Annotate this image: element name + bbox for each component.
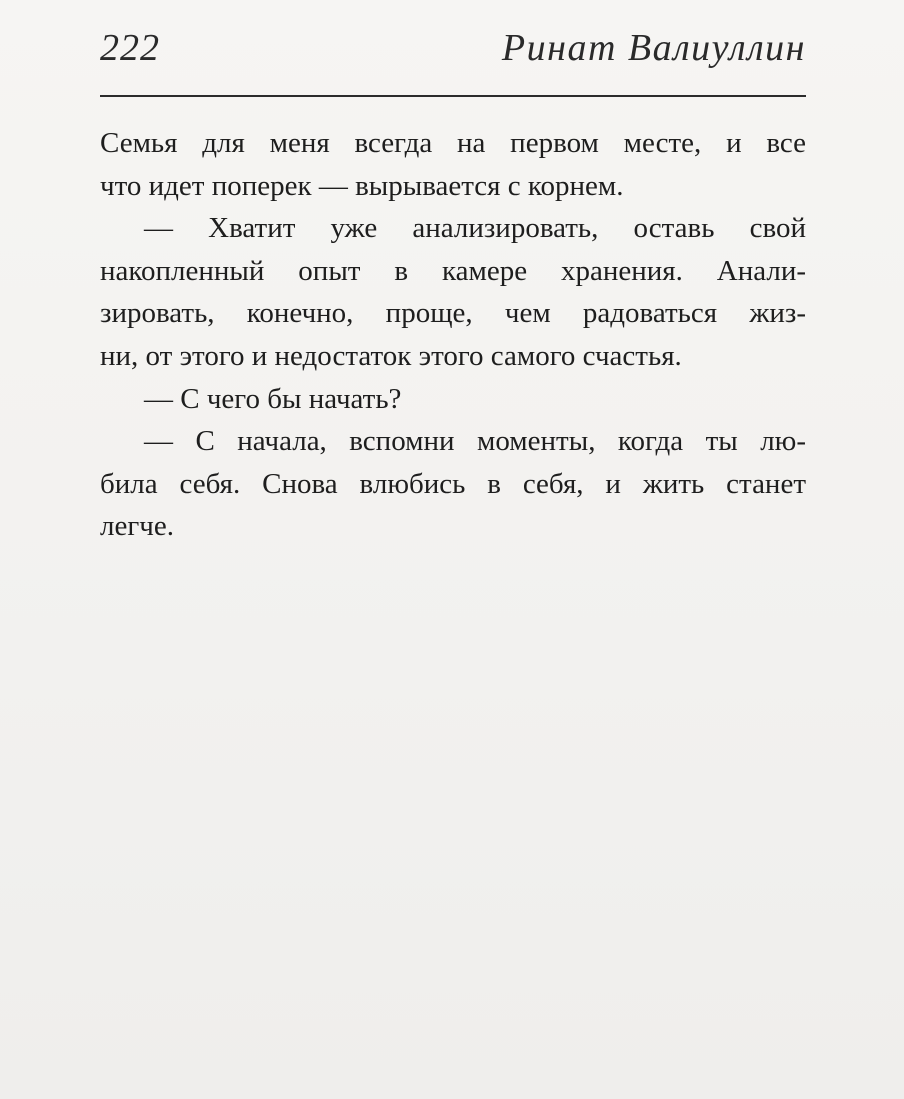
running-head-author: Ринат Валиуллин: [501, 27, 806, 69]
text-line: ни, от этого и недостаток этого самого счастья.: [100, 339, 682, 372]
text-line: — Хватит уже анализировать, оставь свой: [144, 212, 806, 245]
text-line: накопленный опыт в камере хранения. Анали-: [100, 254, 806, 287]
text-line: зировать, конечно, проще, чем радоваться жиз-: [100, 297, 806, 330]
text-line: била себя. Снова влюбись в себя, и жить станет: [100, 467, 806, 500]
page-number: 222: [100, 27, 160, 69]
header-rule: [100, 95, 806, 97]
text-line: что идет поперек — вырывается с корнем.: [100, 169, 624, 202]
body-text: [100, 122, 806, 548]
text-line: — С начала, вспомни моменты, когда ты лю-: [144, 425, 806, 458]
text-line: — С чего бы начать?: [144, 382, 402, 415]
text-line: Семья для меня всегда на первом месте, и все: [100, 127, 806, 159]
running-header: [100, 22, 806, 82]
text-line: легче.: [100, 510, 174, 543]
